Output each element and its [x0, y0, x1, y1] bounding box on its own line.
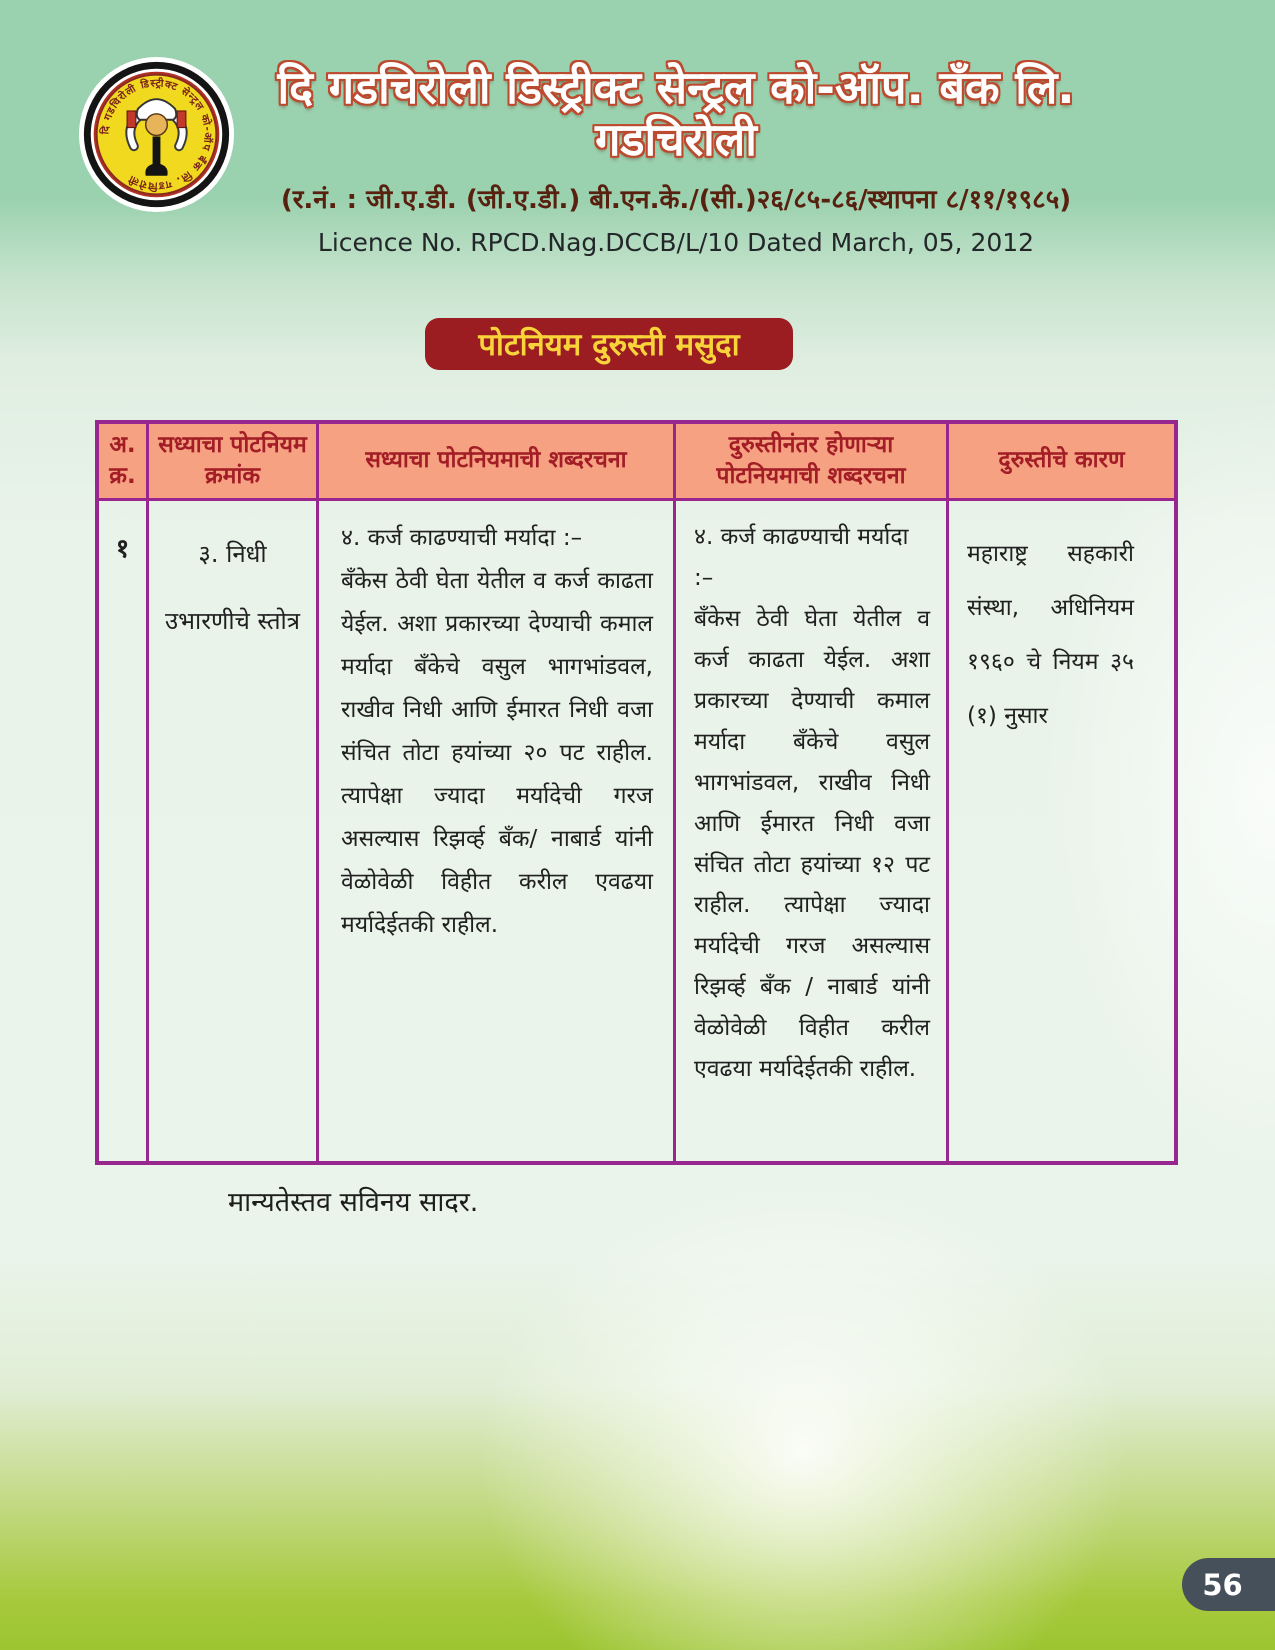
- page-number-badge: 56: [1182, 1558, 1275, 1611]
- table-header-current-wording: सध्याचा पोटनियमाची शब्दरचना: [319, 424, 676, 501]
- table-cell-amended-wording: [676, 501, 949, 1161]
- current-wording-title: ४. कर्ज काढण्याची मर्यादा :–: [341, 525, 583, 551]
- table-header-current-bylaw-number: सध्याचा पोटनियम क्रमांक: [149, 424, 319, 501]
- current-wording-body: बँकेस ठेवी घेता येतील व कर्ज काढता येईल. अशा प्रकारच्या देण्याची कमाल मर्यादा बँकेचे वसुल भागभांडवल, राखीव निधी आणि ईमारत निधी वजा संचित तोटा हयांच्या २० पट राहील. त्यापेक्षा ज्यादा मर्यादेची गरज असल्यास रिझर्व्ह बँक/ नाबार्ड यांनी वेळोवेळी विहीत करील एवढया मर्यादेईतकी राहील.: [341, 568, 653, 938]
- amended-wording-title: ४. कर्ज काढण्याची मर्यादा :–: [694, 524, 909, 591]
- bank-name: दि गडचिरोली डिस्ट्रीक्ट सेन्ट्रल को-ऑप. बँक लि. गडचिरोली: [277, 61, 1075, 166]
- table-cell-bylaw-number: ३. निधी उभारणीचे स्तोत्र: [149, 501, 319, 1161]
- table-header-reason: दुरुस्तीचे कारण: [949, 424, 1174, 501]
- amended-wording-body: बँकेस ठेवी घेता येतील व कर्ज काढता येईल. अशा प्रकारच्या देण्याची कमाल मर्यादा बँकेचे वसुल भागभांडवल, राखीव निधी आणि ईमारत निधी वजा संचित तोटा हयांच्या १२ पट राहील. त्यापेक्षा ज्यादा मर्यादेची गरज असल्यास रिझर्व्ह बँक / नाबार्ड यांनी वेळोवेळी विहीत करील एवढया मर्यादेईतकी राहील.: [694, 605, 930, 1083]
- table-cell-current-wording: [319, 501, 676, 1161]
- logo-ring-text: दि गडचिरोली डिस्ट्रीक्ट सेन्ट्रल को-ऑप बँक लि. गडचिरोली: [99, 77, 214, 192]
- licence-number-line: Licence No. RPCD.Nag.DCCB/L/10 Dated March, 05, 2012: [317, 227, 1035, 257]
- table-header-serial-no: अ. क्र.: [99, 424, 149, 501]
- bylaw-amendment-table: [95, 420, 1178, 1165]
- bank-seal-icon: [78, 56, 235, 213]
- submission-note: मान्यतेस्तव सविनय सादर.: [228, 1187, 479, 1218]
- header-text-block: [236, 62, 1116, 257]
- document-title-bar: पोटनियम दुरुस्ती मसुदा: [425, 318, 793, 370]
- registration-number-line: (र.नं. : जी.ए.डी. (जी.ए.डी.) बी.एन.के./(सी.)२६/८५-८६/स्थापना ८/११/१९८५): [280, 184, 1072, 215]
- table-cell-reason: महाराष्ट्र सहकारी संस्था, अधिनियम १९६० चे नियम ३५ (१) नुसार: [967, 541, 1134, 730]
- table-cell-serial: १: [99, 501, 149, 1161]
- bank-logo: [78, 56, 235, 213]
- table-header-amended-wording: दुरुस्तीनंतर होणाऱ्या पोटनियमाची शब्दरचना: [676, 424, 949, 501]
